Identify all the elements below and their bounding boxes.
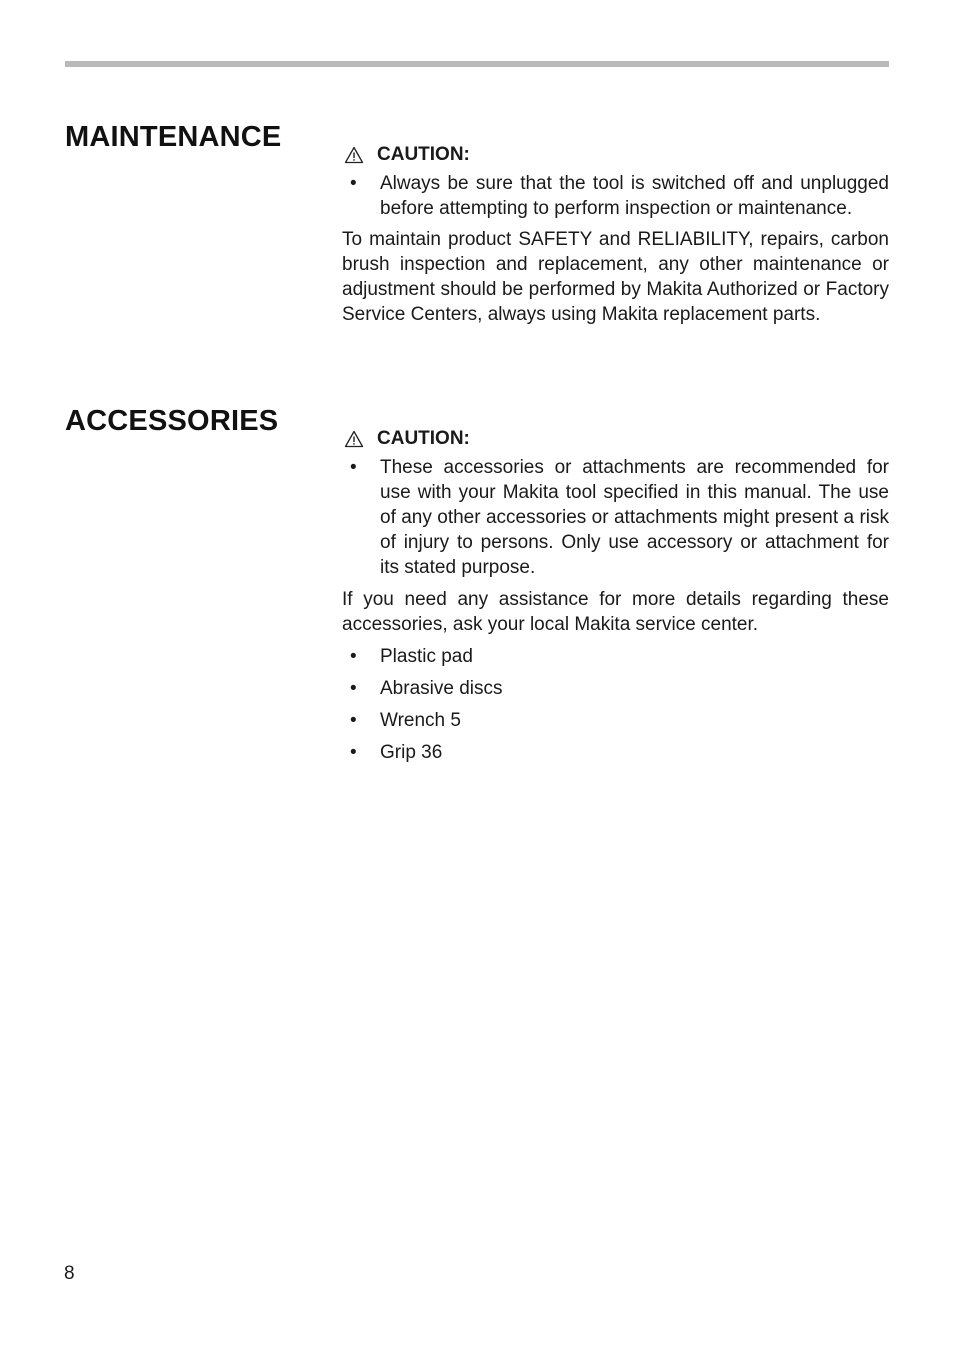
bullet: • [350,710,357,731]
warning-triangle-icon [344,146,364,164]
accessories-caution-heading [342,426,889,451]
maintenance-title: MAINTENANCE [65,121,282,153]
accessories-content [342,426,889,772]
accessories-title: ACCESSORIES [65,405,279,437]
list-item: • Abrasive discs [350,678,503,699]
bullet: • [350,457,357,478]
caution-label: CAUTION: [377,144,470,165]
list-item: • Plastic pad [350,646,473,667]
warning-triangle-icon [344,430,364,448]
maintenance-paragraph: To maintain product SAFETY and RELIABILITY, repairs, carbon brush inspection and replacement, any other maintenance or adjustment should be performed by Makita Authorized or Factory Service Centers, always using Makita replacement parts. [342,229,889,325]
accessories-list [342,644,889,765]
list-item: • Grip 36 [350,742,443,763]
maintenance-content [342,142,889,327]
caution-label: CAUTION: [377,428,470,449]
list-item: • Always be sure that the tool is switched off and unplugged before attempting to perform inspection or maintenance. [350,173,889,219]
accessories-caution-list [342,455,889,580]
page-number: 8 [64,1263,75,1284]
maintenance-caution-list [342,171,889,221]
top-rule [65,61,889,67]
bullet: • [350,678,357,699]
list-item: • These accessories or attachments are recommended for use with your Makita tool specified in this manual. The use of any other accessories or attachments might present a risk of injury to persons. Only use accessory or attachment for its stated purpose. [350,457,889,578]
bullet: • [350,173,357,194]
accessories-paragraph: If you need any assistance for more details regarding these accessories, ask your local Makita service center. [342,589,889,635]
bullet: • [350,742,357,763]
maintenance-caution-heading [342,142,889,167]
bullet: • [350,646,357,667]
list-item: • Wrench 5 [350,710,461,731]
